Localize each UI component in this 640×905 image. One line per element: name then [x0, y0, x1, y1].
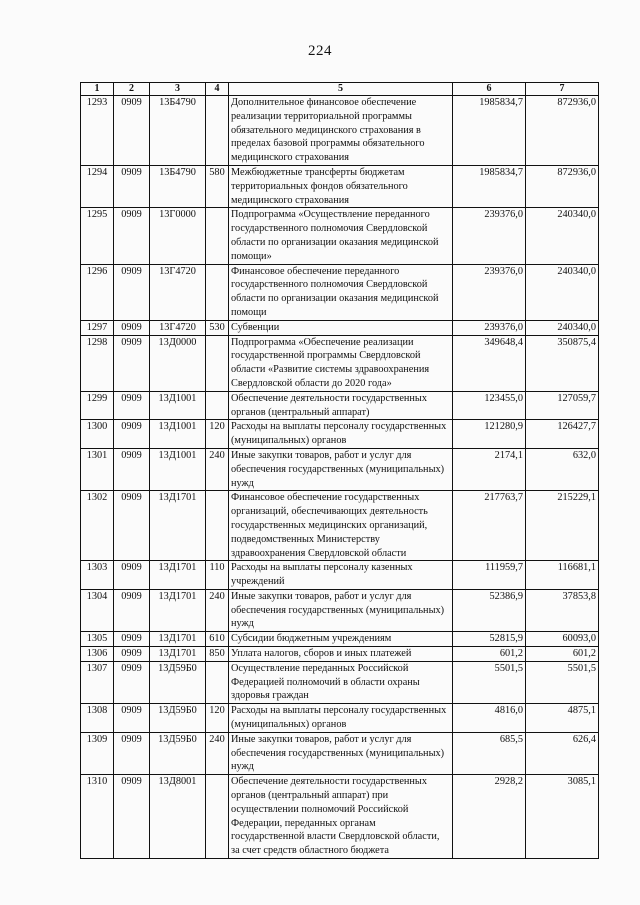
target-item-code: 13Д0000	[150, 335, 206, 391]
amount-year-2: 240340,0	[526, 264, 599, 320]
table-row	[81, 208, 599, 264]
amount-year-1: 601,2	[453, 647, 526, 662]
row-number: 1306	[81, 647, 114, 662]
row-number: 1307	[81, 661, 114, 703]
section-code: 0909	[114, 320, 150, 335]
amount-year-2: 626,4	[526, 732, 599, 774]
expense-type-code: 530	[206, 320, 229, 335]
row-number: 1294	[81, 165, 114, 207]
column-header: 6	[453, 83, 526, 96]
amount-year-2: 3085,1	[526, 775, 599, 859]
item-name: Иные закупки товаров, работ и услуг для обеспечения государственных (муниципальных) нужд	[229, 589, 453, 631]
target-item-code: 13Д8001	[150, 775, 206, 859]
expense-type-code	[206, 391, 229, 420]
item-name: Подпрограмма «Обеспечение реализации государственной программы Свердловской области «Развитие системы здравоохранения Свердловской области до 2020 года»	[229, 335, 453, 391]
amount-year-2: 240340,0	[526, 320, 599, 335]
amount-year-2: 116681,1	[526, 561, 599, 590]
row-number: 1301	[81, 448, 114, 490]
table-row	[81, 561, 599, 590]
header-row	[81, 83, 599, 96]
section-code: 0909	[114, 96, 150, 166]
item-name: Финансовое обеспечение переданного государственного полномочия Свердловской области по организации оказания медицинской помощи	[229, 264, 453, 320]
item-name: Осуществление переданных Российской Федерацией полномочий в области охраны здоровья граждан	[229, 661, 453, 703]
table-row	[81, 335, 599, 391]
target-item-code: 13Д1701	[150, 647, 206, 662]
table-row	[81, 448, 599, 490]
row-number: 1297	[81, 320, 114, 335]
expense-type-code: 240	[206, 448, 229, 490]
column-header: 4	[206, 83, 229, 96]
amount-year-1: 239376,0	[453, 320, 526, 335]
section-code: 0909	[114, 165, 150, 207]
column-header: 2	[114, 83, 150, 96]
target-item-code: 13Д59Б0	[150, 704, 206, 733]
row-number: 1304	[81, 589, 114, 631]
item-name: Дополнительное финансовое обеспечение реализации территориальной программы обязательного медицинского страхования в пределах базовой программы обязательного медицинского страхования	[229, 96, 453, 166]
amount-year-1: 239376,0	[453, 208, 526, 264]
table-row	[81, 632, 599, 647]
table-row	[81, 732, 599, 774]
amount-year-2: 5501,5	[526, 661, 599, 703]
section-code: 0909	[114, 775, 150, 859]
row-number: 1296	[81, 264, 114, 320]
table-row	[81, 775, 599, 859]
target-item-code: 13Д1701	[150, 491, 206, 561]
expense-type-code: 580	[206, 165, 229, 207]
row-number: 1293	[81, 96, 114, 166]
amount-year-2: 632,0	[526, 448, 599, 490]
table-row	[81, 96, 599, 166]
expense-type-code	[206, 96, 229, 166]
section-code: 0909	[114, 647, 150, 662]
item-name: Обеспечение деятельности государственных органов (центральный аппарат) при осуществлении полномочий Российской Федерации, переданных органам государственной власти Свердловской области, за счет средств областного бюджета	[229, 775, 453, 859]
row-number: 1298	[81, 335, 114, 391]
target-item-code: 13Б4790	[150, 165, 206, 207]
item-name: Уплата налогов, сборов и иных платежей	[229, 647, 453, 662]
expense-type-code: 610	[206, 632, 229, 647]
amount-year-2: 872936,0	[526, 165, 599, 207]
amount-year-1: 123455,0	[453, 391, 526, 420]
item-name: Межбюджетные трансферты бюджетам территориальных фондов обязательного медицинского страхования	[229, 165, 453, 207]
target-item-code: 13Д1001	[150, 420, 206, 449]
amount-year-2: 37853,8	[526, 589, 599, 631]
expense-type-code: 240	[206, 589, 229, 631]
section-code: 0909	[114, 632, 150, 647]
row-number: 1295	[81, 208, 114, 264]
expense-type-code: 240	[206, 732, 229, 774]
expense-type-code: 850	[206, 647, 229, 662]
expense-type-code: 120	[206, 704, 229, 733]
section-code: 0909	[114, 561, 150, 590]
page-number: 224	[308, 43, 332, 59]
target-item-code: 13Д59Б0	[150, 661, 206, 703]
target-item-code: 13Д1701	[150, 589, 206, 631]
target-item-code: 13Д1001	[150, 448, 206, 490]
section-code: 0909	[114, 420, 150, 449]
amount-year-2: 872936,0	[526, 96, 599, 166]
expense-type-code	[206, 491, 229, 561]
section-code: 0909	[114, 491, 150, 561]
target-item-code: 13Г4720	[150, 264, 206, 320]
row-number: 1303	[81, 561, 114, 590]
amount-year-1: 4816,0	[453, 704, 526, 733]
amount-year-1: 5501,5	[453, 661, 526, 703]
table-row	[81, 320, 599, 335]
target-item-code: 13Г4720	[150, 320, 206, 335]
amount-year-1: 52815,9	[453, 632, 526, 647]
target-item-code: 13Б4790	[150, 96, 206, 166]
amount-year-2: 126427,7	[526, 420, 599, 449]
table-row	[81, 391, 599, 420]
amount-year-1: 2174,1	[453, 448, 526, 490]
item-name: Финансовое обеспечение государственных организаций, обеспечивающих деятельность государственных медицинских организаций, подведомственных Министерству здравоохранения Свердловской области	[229, 491, 453, 561]
item-name: Обеспечение деятельности государственных органов (центральный аппарат)	[229, 391, 453, 420]
amount-year-1: 349648,4	[453, 335, 526, 391]
amount-year-1: 239376,0	[453, 264, 526, 320]
expense-type-code	[206, 264, 229, 320]
expense-type-code	[206, 208, 229, 264]
expense-type-code	[206, 335, 229, 391]
column-header: 1	[81, 83, 114, 96]
row-number: 1309	[81, 732, 114, 774]
amount-year-1: 2928,2	[453, 775, 526, 859]
amount-year-2: 601,2	[526, 647, 599, 662]
column-header: 3	[150, 83, 206, 96]
item-name: Иные закупки товаров, работ и услуг для обеспечения государственных (муниципальных) нужд	[229, 732, 453, 774]
table-row	[81, 264, 599, 320]
row-number: 1300	[81, 420, 114, 449]
amount-year-1: 685,5	[453, 732, 526, 774]
column-header: 7	[526, 83, 599, 96]
target-item-code: 13Д1701	[150, 632, 206, 647]
item-name: Субсидии бюджетным учреждениям	[229, 632, 453, 647]
section-code: 0909	[114, 704, 150, 733]
amount-year-1: 1985834,7	[453, 96, 526, 166]
section-code: 0909	[114, 589, 150, 631]
table-row	[81, 704, 599, 733]
column-header: 5	[229, 83, 453, 96]
item-name: Расходы на выплаты персоналу государственных (муниципальных) органов	[229, 420, 453, 449]
target-item-code: 13Д1701	[150, 561, 206, 590]
section-code: 0909	[114, 335, 150, 391]
section-code: 0909	[114, 448, 150, 490]
table-row	[81, 420, 599, 449]
row-number: 1302	[81, 491, 114, 561]
amount-year-2: 127059,7	[526, 391, 599, 420]
amount-year-1: 121280,9	[453, 420, 526, 449]
amount-year-1: 217763,7	[453, 491, 526, 561]
target-item-code: 13Д1001	[150, 391, 206, 420]
expense-type-code: 120	[206, 420, 229, 449]
row-number: 1305	[81, 632, 114, 647]
table-row	[81, 589, 599, 631]
item-name: Субвенции	[229, 320, 453, 335]
amount-year-2: 4875,1	[526, 704, 599, 733]
target-item-code: 13Д59Б0	[150, 732, 206, 774]
section-code: 0909	[114, 391, 150, 420]
section-code: 0909	[114, 732, 150, 774]
expense-type-code: 110	[206, 561, 229, 590]
table-row	[81, 165, 599, 207]
amount-year-2: 60093,0	[526, 632, 599, 647]
amount-year-1: 1985834,7	[453, 165, 526, 207]
amount-year-2: 350875,4	[526, 335, 599, 391]
section-code: 0909	[114, 208, 150, 264]
amount-year-2: 215229,1	[526, 491, 599, 561]
item-name: Расходы на выплаты персоналу государственных (муниципальных) органов	[229, 704, 453, 733]
expense-type-code	[206, 775, 229, 859]
item-name: Иные закупки товаров, работ и услуг для обеспечения государственных (муниципальных) нужд	[229, 448, 453, 490]
budget-table	[80, 82, 599, 859]
row-number: 1308	[81, 704, 114, 733]
row-number: 1310	[81, 775, 114, 859]
expense-type-code	[206, 661, 229, 703]
table-row	[81, 647, 599, 662]
section-code: 0909	[114, 264, 150, 320]
item-name: Расходы на выплаты персоналу казенных учреждений	[229, 561, 453, 590]
amount-year-1: 52386,9	[453, 589, 526, 631]
amount-year-2: 240340,0	[526, 208, 599, 264]
item-name: Подпрограмма «Осуществление переданного государственного полномочия Свердловской области по организации оказания медицинской помощи»	[229, 208, 453, 264]
table-row	[81, 491, 599, 561]
row-number: 1299	[81, 391, 114, 420]
table-row	[81, 661, 599, 703]
target-item-code: 13Г0000	[150, 208, 206, 264]
amount-year-1: 111959,7	[453, 561, 526, 590]
section-code: 0909	[114, 661, 150, 703]
